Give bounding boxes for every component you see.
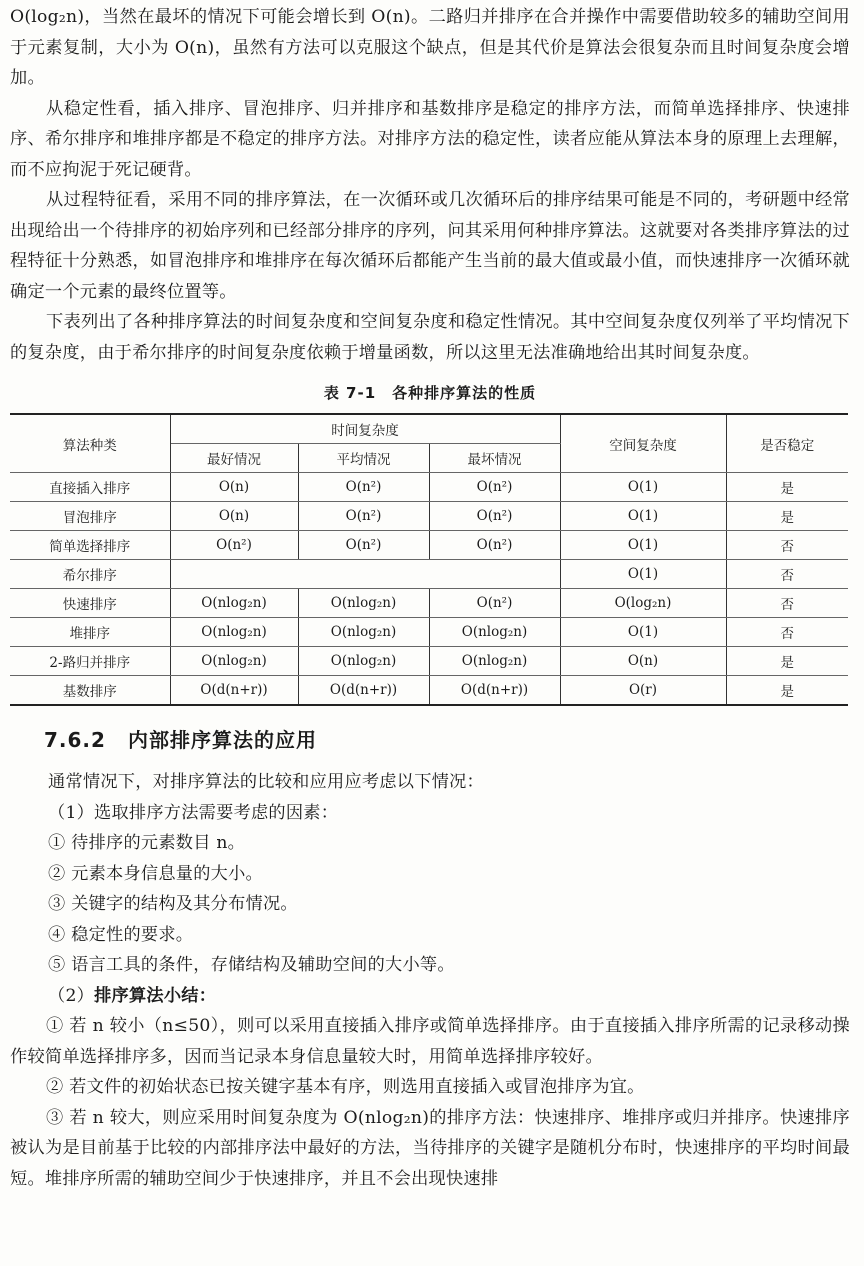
factor-item: ① 待排序的元素数目 n。 [48, 833, 246, 853]
cell-stable: 否 [726, 618, 848, 647]
cell-worst: O(nlog₂n) [429, 647, 560, 676]
cell-average: O(n²) [298, 531, 429, 560]
cell-average: O(n²) [298, 502, 429, 531]
summary-item: ① 若 n 较小（n≤50），则可以采用直接插入排序或简单选择排序。由于直接插入排序所需的记录移动操作较简单选择排序多，因而当记录本身信息量较大时，用简单选择排序较好。 [10, 1016, 850, 1067]
cell-algorithm: 2-路归并排序 [10, 647, 170, 676]
header-algorithm: 算法种类 [10, 414, 170, 473]
cell-worst: O(n²) [429, 531, 560, 560]
cell-average: O(n²) [298, 473, 429, 502]
paragraph-process-features: 从过程特征看，采用不同的排序算法，在一次循环或几次循环后的排序结果可能是不同的，考研题中经常出现给出一个待排序的初始序列和已经部分排序的序列，问其采用何种排序算法。这就要对各类排序算法的过程特征十分熟悉，如冒泡排序和堆排序在每次循环后都能产生当前的最大值或最小值，而快速排序一次循环就确定一个元素的最终位置等。 [10, 190, 850, 302]
cell-best: O(n) [170, 502, 298, 531]
cell-worst: O(d(n+r)) [429, 676, 560, 706]
cell-average: O(d(n+r)) [298, 676, 429, 706]
cell-best: O(d(n+r)) [170, 676, 298, 706]
cell-best: O(n²) [170, 531, 298, 560]
table-row [10, 502, 848, 531]
cell-worst: O(n²) [429, 473, 560, 502]
cell-stable: 是 [726, 647, 848, 676]
factor-item: ③ 关键字的结构及其分布情况。 [48, 894, 298, 914]
cell-algorithm: 简单选择排序 [10, 531, 170, 560]
cell-algorithm: 堆排序 [10, 618, 170, 647]
header-best-case: 最好情况 [170, 444, 298, 473]
header-stable: 是否稳定 [726, 414, 848, 473]
cell-stable: 否 [726, 560, 848, 589]
cell-algorithm: 冒泡排序 [10, 502, 170, 531]
table-row [10, 618, 848, 647]
cell-space: O(1) [560, 560, 726, 589]
cell-worst: O(nlog₂n) [429, 618, 560, 647]
cell-algorithm: 快速排序 [10, 589, 170, 618]
table-row [10, 589, 848, 618]
cell-space: O(n) [560, 647, 726, 676]
header-worst-case: 最坏情况 [429, 444, 560, 473]
cell-best: O(nlog₂n) [170, 647, 298, 676]
table-row [10, 676, 848, 706]
section-number: 7.6.2 [44, 728, 106, 752]
cell-algorithm: 基数排序 [10, 676, 170, 706]
cell-space: O(r) [560, 676, 726, 706]
cell-stable: 否 [726, 589, 848, 618]
section-heading [44, 724, 850, 753]
cell-average: O(nlog₂n) [298, 647, 429, 676]
cell-space: O(1) [560, 502, 726, 531]
summary-title-text: 排序算法小结： [94, 985, 217, 1006]
paragraph-stability: 从稳定性看，插入排序、冒泡排序、归并排序和基数排序是稳定的排序方法，而简单选择排序、快速排序、希尔排序和堆排序都是不稳定的排序方法。对排序方法的稳定性，读者应能从算法本身的原理上去理解，而不应拘泥于死记硬背。 [10, 98, 850, 180]
table-row [10, 647, 848, 676]
cell-space: O(1) [560, 473, 726, 502]
cell-best: O(n) [170, 473, 298, 502]
factor-item: ⑤ 语言工具的条件，存储结构及辅助空间的大小等。 [48, 955, 455, 975]
cell-time-empty [170, 560, 560, 589]
summary-item: ③ 若 n 较大，则应采用时间复杂度为 O(nlog₂n)的排序方法：快速排序、堆排序或归并排序。快速排序被认为是目前基于比较的内部排序法中最好的方法，当待排序的关键字是随机分布时，快速排序的平均时间最短。堆排序所需的辅助空间少于快速排序，并且不会出现快速排 [10, 1107, 850, 1189]
cell-worst: O(n²) [429, 589, 560, 618]
cell-stable: 是 [726, 676, 848, 706]
header-space-complexity: 空间复杂度 [560, 414, 726, 473]
header-average-case: 平均情况 [298, 444, 429, 473]
table-caption: 表 7-1 各种排序算法的性质 [323, 384, 537, 402]
factor-item: ② 元素本身信息量的大小。 [48, 863, 263, 884]
cell-best: O(nlog₂n) [170, 618, 298, 647]
factor-item: ④ 稳定性的要求。 [48, 924, 194, 945]
cell-best: O(nlog₂n) [170, 589, 298, 618]
cell-average: O(nlog₂n) [298, 618, 429, 647]
summary-prefix: （2） [48, 985, 95, 1006]
page-content [10, 2, 850, 1194]
cell-stable: 否 [726, 531, 848, 560]
cell-average: O(nlog₂n) [298, 589, 429, 618]
factors-title: （1）选取排序方法需要考虑的因素： [48, 802, 339, 823]
paragraph-table-intro: 下表列出了各种排序算法的时间复杂度和空间复杂度和稳定性情况。其中空间复杂度仅列举了平均情况下的复杂度，由于希尔排序的时间复杂度依赖于增量函数，所以这里无法准确地给出其时间复杂度。 [10, 312, 850, 363]
cell-stable: 是 [726, 473, 848, 502]
cell-space: O(1) [560, 618, 726, 647]
cell-space: O(1) [560, 531, 726, 560]
summary-title [10, 981, 850, 1012]
table-row [10, 531, 848, 560]
section-title: 内部排序算法的应用 [127, 728, 317, 752]
cell-worst: O(n²) [429, 502, 560, 531]
table-row [10, 560, 848, 589]
summary-item: ② 若文件的初始状态已按关键字基本有序，则选用直接插入或冒泡排序为宜。 [46, 1077, 645, 1097]
sorting-properties-table [10, 413, 848, 706]
table-row [10, 473, 848, 502]
cell-space: O(log₂n) [560, 589, 726, 618]
paragraph-space-complexity: O(log₂n)，当然在最坏的情况下可能会增长到 O(n)。二路归并排序在合并操作中需要借助较多的辅助空间用于元素复制，大小为 O(n)，虽然有方法可以克服这个缺点，但是其代价是算法会很复杂而且时间复杂度会增加。 [10, 7, 850, 88]
section-intro: 通常情况下，对排序算法的比较和应用应考虑以下情况： [48, 772, 484, 792]
cell-algorithm: 直接插入排序 [10, 473, 170, 502]
header-time-complexity: 时间复杂度 [170, 414, 560, 444]
cell-algorithm: 希尔排序 [10, 560, 170, 589]
cell-stable: 是 [726, 502, 848, 531]
section-body [10, 767, 850, 1011]
